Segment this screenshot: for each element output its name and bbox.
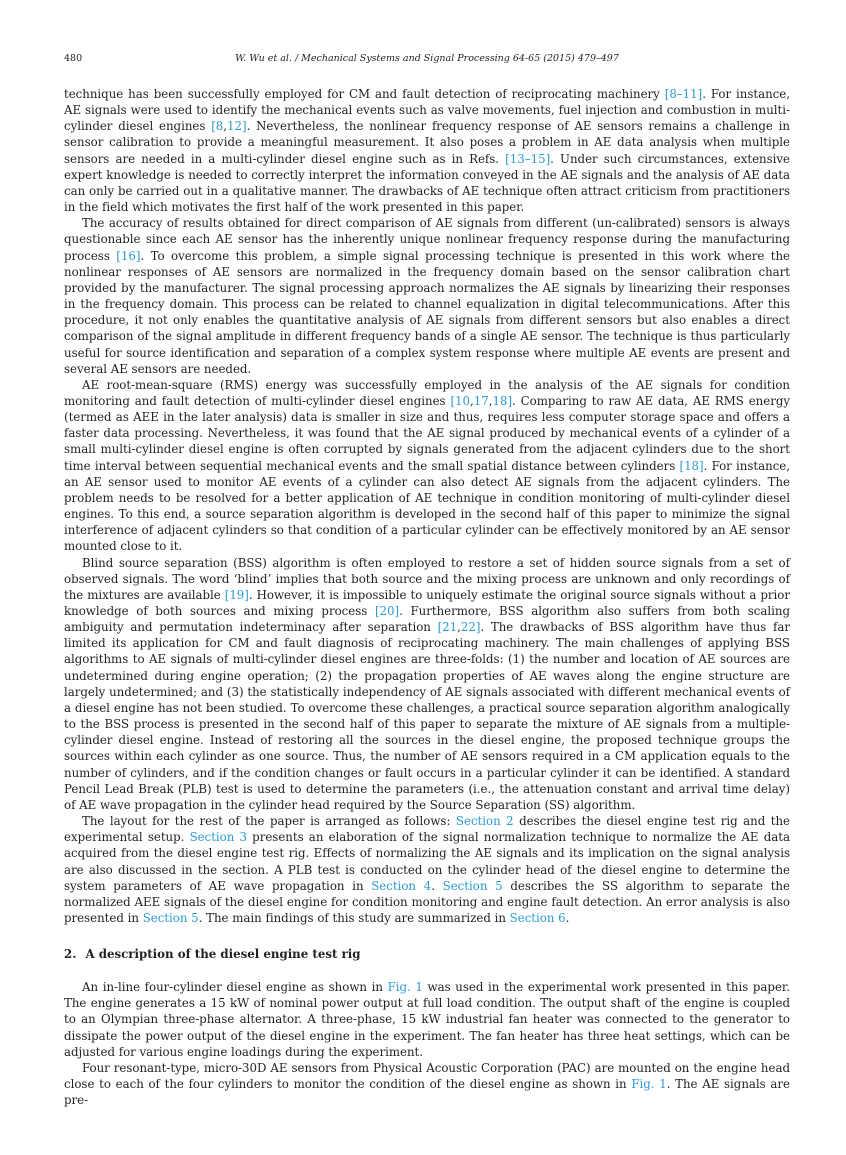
reference-link[interactable]: Section 6: [509, 910, 566, 925]
paragraph: Four resonant-type, micro-30D AE sensors from Physical Acoustic Corporation (PAC) are mounted on the engine head close to each of the four cylinders to monitor the condition of the diesel engine as shown in Fig. 1. The AE signals are pre-: [64, 1060, 790, 1108]
running-head: W. Wu et al. / Mechanical Systems and Signal Processing 64-65 (2015) 479–497: [235, 53, 619, 64]
reference-link[interactable]: Section 3: [189, 830, 247, 845]
paragraph: Blind source separation (BSS) algorithm is often employed to restore a set of hidden source signals from a set of observed signals. The word ‘blind’ implies that both source and the mixing process are unknown and only recordings of the mixtures are available [19]. However, it is impossible to uniquely estimate the original source signals without a prior knowledge of both sources and mixing process [20]. Furthermore, BSS algorithm also suffers from both scaling ambiguity and permutation indeterminacy after separation [21,22]. The drawbacks of BSS algorithm have thus far limited its application for CM and fault diagnosis of reciprocating machinery. The main challenges of applying BSS algorithms to AE signals of multi-cylinder diesel engines are three-folds: (1) the number and location of AE sources are undetermined during engine operation; (2) the propagation properties of AE waves along the engine structure are largely undetermined; and (3) the statistically independency of AE signals associated with different mechanical events of a diesel engine has not been studied. To overcome these challenges, a practical source separation algorithm analogically to the BSS process is presented in the second half of this paper to separate the mixture of AE signals from a multiple-cylinder diesel engine. Instead of restoring all the sources in the diesel engine, the proposed technique groups the sources within each cylinder as one source. Thus, the number of AE sensors required in a CM application equals to the number of cylinders, and if the condition changes or fault occurs in a particular cylinder it can be identified. A standard Pencil Lead Break (PLB) test is used to determine the parameters (i.e., the attenuation constant and arrival time delay) of AE wave propagation in the cylinder head required by the Source Separation (SS) algorithm.: [64, 555, 790, 812]
reference-link[interactable]: [10: [450, 393, 471, 408]
reference-link[interactable]: [8: [211, 119, 224, 134]
paragraph: technique has been successfully employed for CM and fault detection of reciprocating machinery [8–11]. For instance, AE signals were used to identify the mechanical events such as valve movements, fuel injection and combustion in multi-cylinder diesel engines [8,12]. Nevertheless, the nonlinear frequency response of AE sensors remains a challenge in sensor calibration to provide a meaningful measurement. It also poses a problem in AE data analysis when multiple sensors are needed in a multi-cylinder diesel engine such as in Refs. [13–15]. Under such circumstances, extensive expert knowledge is needed to correctly interpret the information conveyed in the AE signals and the analysis of AE data can only be carried out in a qualitative manner. The drawbacks of AE technique often attract criticism from practitioners in the field which motivates the first half of the work presented in this paper.: [64, 87, 791, 215]
reference-link[interactable]: Section 2: [455, 814, 514, 829]
reference-link[interactable]: [20]: [374, 604, 400, 618]
reference-link[interactable]: [13–15]: [505, 151, 551, 166]
reference-link[interactable]: [16]: [116, 248, 141, 263]
reference-link[interactable]: 17: [473, 393, 489, 408]
section-title: A description of the diesel engine test rig: [85, 947, 361, 962]
reference-link[interactable]: Section 5: [142, 910, 199, 925]
reference-link[interactable]: 12]: [227, 119, 247, 134]
paragraph: The layout for the rest of the paper is arranged as follows: Section 2 describes the diesel engine test rig and the experimental setup. Section 3 presents an elaboration of the signal normalization technique to normalize the AE data acquired from the diesel engine test rig. Effects of normalizing the AE signals and its implication on the signal analysis are also discussed in the section. A PLB test is conducted on the cylinder head of the diesel engine to determine the system parameters of AE wave propagation in Section 4. Section 5 describes the SS algorithm to separate the normalized AEE signals of the diesel engine for condition monitoring and engine fault detection. An error analysis is also presented in Section 5. The main findings of this study are summarized in Section 6.: [64, 814, 790, 925]
reference-link[interactable]: 22]: [460, 620, 481, 635]
reference-link[interactable]: Fig. 1: [387, 980, 423, 995]
reference-link[interactable]: [21: [437, 620, 458, 635]
reference-link[interactable]: Section 4: [371, 878, 432, 893]
body-text: [64, 86, 790, 1108]
page-header: [64, 52, 790, 66]
paragraph: The accuracy of results obtained for direct comparison of AE signals from different (un-calibrated) sensors is always questionable since each AE sensor has the inherently unique nonlinear frequency response during the manufacturing process [16]. To overcome this problem, a simple signal processing technique is presented in this work where the nonlinear responses of AE sensors are normalized in the frequency domain based on the sensor calibration chart provided by the manufacturer. The signal processing approach normalizes the AE signals by linearizing their responses in the frequency domain. This process can be related to channel equalization in digital telecommunications. After this procedure, it not only enables the quantitative analysis of AE signals from different sensors but also enables a direct comparison of the signal amplitude in different frequency bands of a single AE sensor. The technique is thus particularly useful for source identification and separation of a complex system response where multiple AE events are present and several AE sensors are needed.: [64, 216, 790, 376]
paragraph: AE root-mean-square (RMS) energy was successfully employed in the analysis of the AE signals for condition monitoring and fault detection of multi-cylinder diesel engines [10,17,18]. Comparing to raw AE data, AE RMS energy (termed as AEE in the later analysis) data is smaller in size and thus, requires less computer storage space and offers a faster data processing. Nevertheless, it was found that the AE signal produced by mechanical events of a cylinder of a small multi-cylinder diesel engine is often corrupted by signals generated from the adjacent cylinders due to the short time interval between sequential mechanical events and the small spatial distance between cylinders [18]. For instance, an AE sensor used to monitor AE events of a cylinder can also detect AE signals from the adjacent cylinders. The problem needs to be resolved for a better application of AE technique in condition monitoring of multi-cylinder diesel engines. To this end, a source separation algorithm is developed in the second half of this paper to minimize the signal interference of adjacent cylinders so that condition of a particular cylinder can be effectively monitored by an AE sensor mounted close to it.: [64, 377, 790, 554]
page-number: 480: [64, 53, 83, 64]
paragraph: An in-line four-cylinder diesel engine as shown in Fig. 1 was used in the experimental work presented in this paper. The engine generates a 15 kW of nominal power output at full load condition. The output shaft of the engine is coupled to an Olympian three-phase alternator. A three-phase, 15 kW industrial fan heater was connected to the generator to dissipate the power output of the diesel engine in the experiment. The fan heater has three heat settings, which can be adjusted for various engine loadings during the experiment.: [64, 980, 790, 1059]
reference-link[interactable]: Fig. 1: [631, 1077, 667, 1092]
reference-link[interactable]: [18]: [679, 458, 704, 473]
section-number: 2.: [64, 947, 77, 962]
reference-link[interactable]: 18]: [492, 393, 513, 408]
reference-link[interactable]: Section 5: [442, 878, 503, 893]
section-heading: [64, 946, 790, 962]
reference-link[interactable]: [19]: [224, 587, 249, 602]
reference-link[interactable]: [8–11]: [664, 87, 703, 101]
